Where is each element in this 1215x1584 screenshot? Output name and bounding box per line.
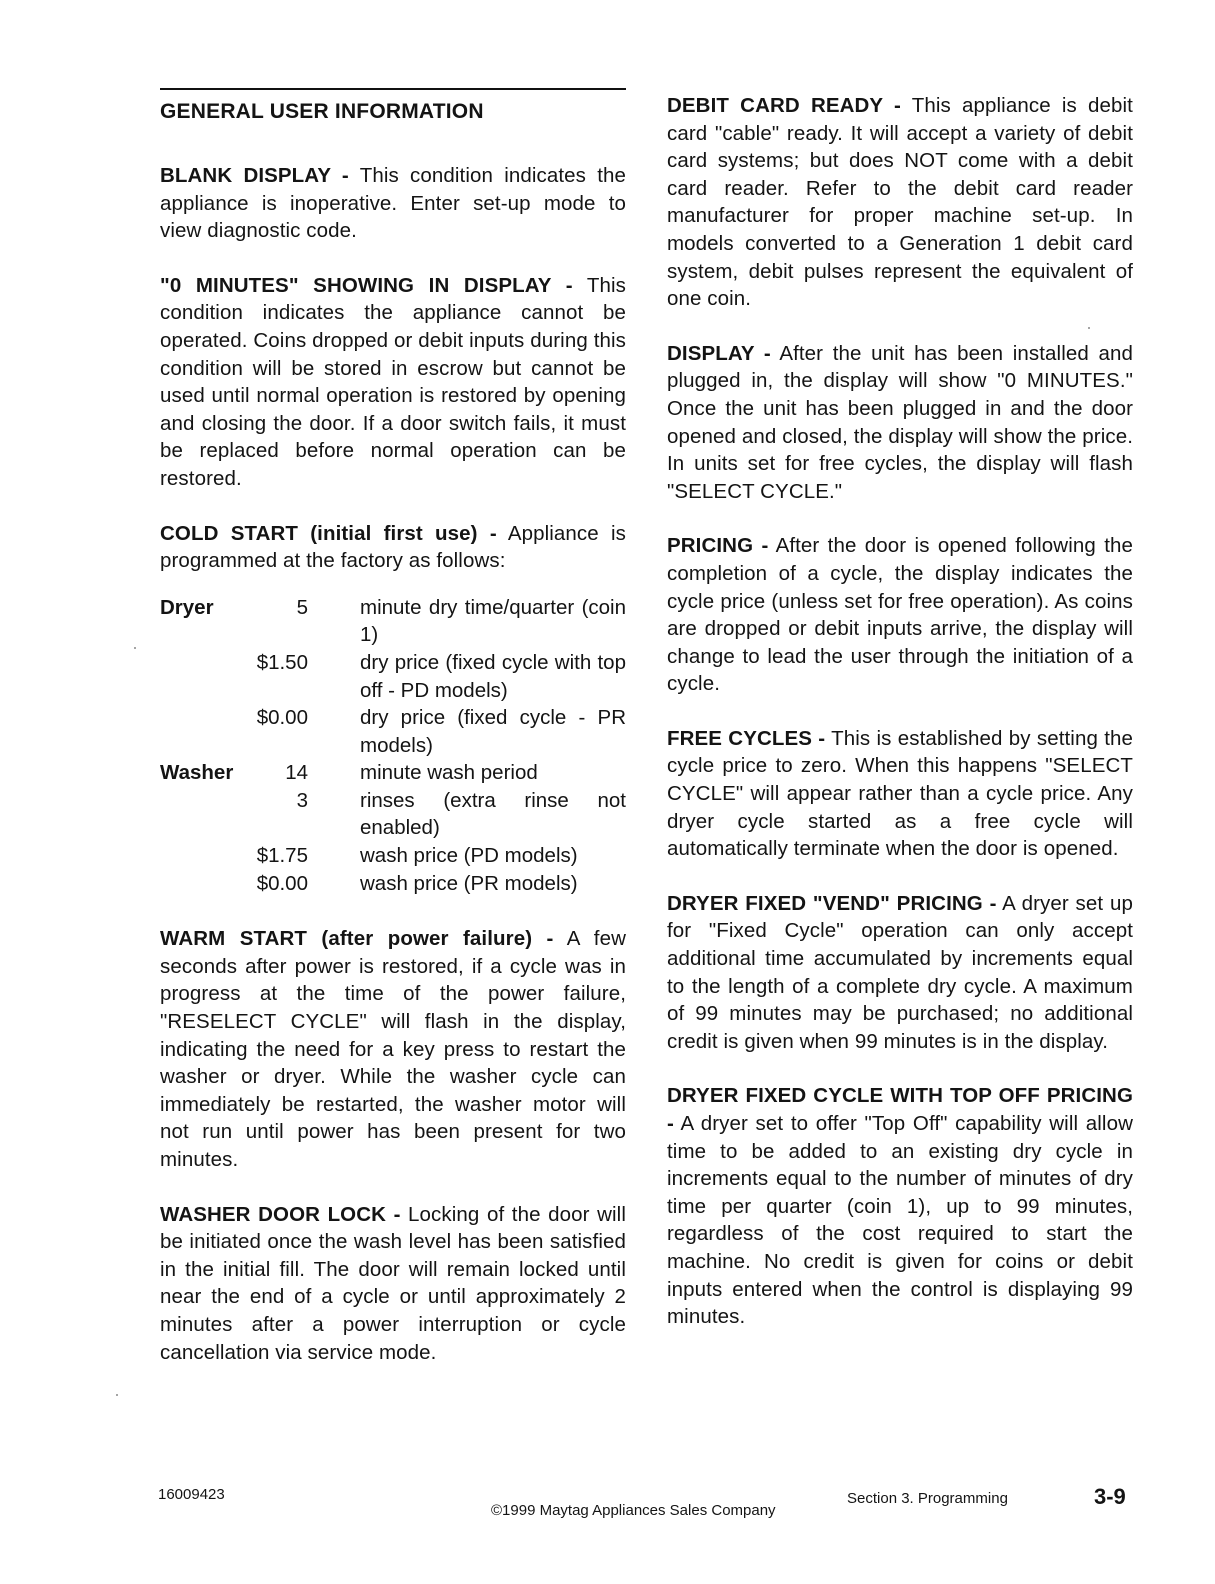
term-warm-start: WARM START (after power failure) - bbox=[160, 927, 554, 951]
scan-speck bbox=[1088, 327, 1090, 329]
left-column bbox=[160, 88, 626, 1393]
term-zero-minutes: "0 MINUTES" SHOWING IN DISPLAY - bbox=[160, 273, 573, 297]
text-display: After the unit has been installed and plugged in, the display will show "0 MINUTES." Once the unit has been plugged in and the door opened and closed, the display will show the price. In units set for free cycles, the display will flash "SELECT CYCLE." bbox=[667, 341, 1133, 503]
text-pricing: After the door is opened following the completion of a cycle, the display indicates the cycle price (unless set for free operation). As coins are dropped or debit inputs arrive, the display will change to lead the user through the initiation of a cycle. bbox=[667, 534, 1133, 696]
program-value: 3 bbox=[296, 788, 308, 812]
section-heading: GENERAL USER INFORMATION bbox=[160, 100, 484, 123]
copyright-notice: ©1999 Maytag Appliances Sales Company bbox=[491, 1502, 776, 1519]
program-value: $1.75 bbox=[256, 844, 308, 868]
program-category bbox=[160, 870, 250, 898]
program-value: $0.00 bbox=[256, 706, 308, 730]
program-category: Dryer bbox=[160, 595, 214, 619]
scan-speck bbox=[134, 647, 136, 649]
program-description: wash price (PR models) bbox=[360, 871, 578, 895]
program-row bbox=[160, 787, 626, 842]
paragraph-washer-door-lock bbox=[160, 1201, 626, 1367]
term-debit-card: DEBIT CARD READY - bbox=[667, 94, 901, 117]
paragraph-blank-display bbox=[160, 162, 626, 245]
term-free-cycles: FREE CYCLES - bbox=[667, 726, 826, 750]
text-warm-start: A few seconds after power is restored, if a cycle was in progress at the time of the power failure, "RESELECT CYCLE" will flash in the display, indicating the need for a key press to restart the washer or dryer. While the washer cycle can immediately be restarted, the washer motor will not run until power has been present for two minutes. bbox=[160, 927, 626, 1171]
paragraph-vend-pricing bbox=[667, 890, 1133, 1056]
program-row bbox=[160, 870, 626, 898]
program-row bbox=[160, 594, 626, 649]
paragraph-free-cycles bbox=[667, 725, 1133, 863]
program-row bbox=[160, 649, 626, 704]
term-cold-start: COLD START (initial first use) - bbox=[160, 521, 497, 545]
term-vend-pricing: DRYER FIXED "VEND" PRICING - bbox=[667, 891, 997, 915]
paragraph-display bbox=[667, 340, 1133, 506]
program-category bbox=[160, 842, 250, 870]
factory-program-table bbox=[160, 594, 626, 898]
program-description: minute wash period bbox=[360, 761, 538, 785]
paragraph-cold-start bbox=[160, 520, 626, 575]
section-label: Section 3. Programming bbox=[847, 1490, 1008, 1507]
text-washer-door-lock: Locking of the door will be initiated once the wash level has been satisfied in the initial fill. The door will remain locked until near the end of a cycle or until approximately 2 minutes after a power interruption or cycle cancellation via service mode. bbox=[160, 1202, 626, 1364]
right-column bbox=[667, 92, 1133, 1358]
text-blank-display: This condition indicates the appliance is inoperative. Enter set-up mode to view diagnostic code. bbox=[160, 164, 626, 243]
text-top-off-pricing: A dryer set to offer "Top Off" capability will allow time to be added to an existing dry cycle in increments equal to the number of minutes of dry time per quarter (coin 1), up to 99 minutes, regardless of the cost required to start the machine. No credit is given for coins or debit inputs entered when the control is displaying 99 minutes. bbox=[667, 1112, 1133, 1329]
program-value: $1.50 bbox=[256, 650, 308, 674]
text-zero-minutes: This condition indicates the appliance cannot be operated. Coins dropped or debit inputs during this condition will be stored in escrow but cannot be used until normal operation is restored by opening and closing the door. If a door switch fails, it must be replaced before normal operation can be restored. bbox=[160, 273, 626, 490]
program-description: dry price (fixed cycle with top off - PD models) bbox=[360, 650, 626, 702]
program-category bbox=[160, 649, 250, 704]
heading-rule bbox=[160, 88, 626, 90]
program-value: $0.00 bbox=[256, 871, 308, 895]
program-value: 5 bbox=[296, 595, 308, 619]
program-description: rinses (extra rinse not enabled) bbox=[360, 788, 626, 840]
page-number: 3-9 bbox=[1094, 1484, 1126, 1509]
program-description: dry price (fixed cycle - PR models) bbox=[360, 706, 626, 757]
text-vend-pricing: A dryer set up for "Fixed Cycle" operation can only accept additional time accumulated by increments equal to the length of a complete dry cycle. A maximum of 99 minutes may be purchased; no additional credit is given when 99 minutes is in the display. bbox=[667, 891, 1133, 1053]
program-value: 14 bbox=[285, 761, 308, 785]
program-row bbox=[160, 759, 626, 787]
paragraph-zero-minutes bbox=[160, 272, 626, 493]
program-category bbox=[160, 704, 250, 759]
paragraph-debit-card bbox=[667, 92, 1133, 313]
term-washer-door-lock: WASHER DOOR LOCK - bbox=[160, 1202, 401, 1226]
program-row bbox=[160, 842, 626, 870]
text-debit-card: This appliance is debit card "cable" ready. It will accept a variety of debit card systems; but does NOT come with a debit card reader. Refer to the debit card reader manufacturer for proper machine set-up. In models converted to a Generation 1 debit card system, debit pulses represent the equivalent of one coin. bbox=[667, 94, 1133, 311]
term-pricing: PRICING - bbox=[667, 534, 769, 558]
paragraph-warm-start bbox=[160, 925, 626, 1173]
text-cold-start: Appliance is programmed at the factory as follows: bbox=[160, 521, 627, 573]
program-description: wash price (PD models) bbox=[360, 844, 578, 868]
term-top-off-pricing: DRYER FIXED CYCLE WITH TOP OFF PRICING - bbox=[667, 1084, 1133, 1135]
program-row bbox=[160, 704, 626, 759]
paragraph-pricing bbox=[667, 532, 1133, 698]
paragraph-top-off-pricing bbox=[667, 1082, 1133, 1330]
document-number: 16009423 bbox=[158, 1486, 225, 1503]
text-free-cycles: This is established by setting the cycle price to zero. When this happens "SELECT CYCLE" will appear rather than a cycle price. Any dryer cycle started as a free cycle will automatically terminate when the door is opened. bbox=[667, 726, 1133, 861]
program-category: Washer bbox=[160, 761, 234, 785]
program-description: minute dry time/quarter (coin 1) bbox=[360, 595, 626, 647]
scan-speck bbox=[116, 1394, 118, 1396]
term-blank-display: BLANK DISPLAY - bbox=[160, 164, 349, 187]
term-display: DISPLAY - bbox=[667, 341, 771, 365]
program-category bbox=[160, 787, 250, 842]
